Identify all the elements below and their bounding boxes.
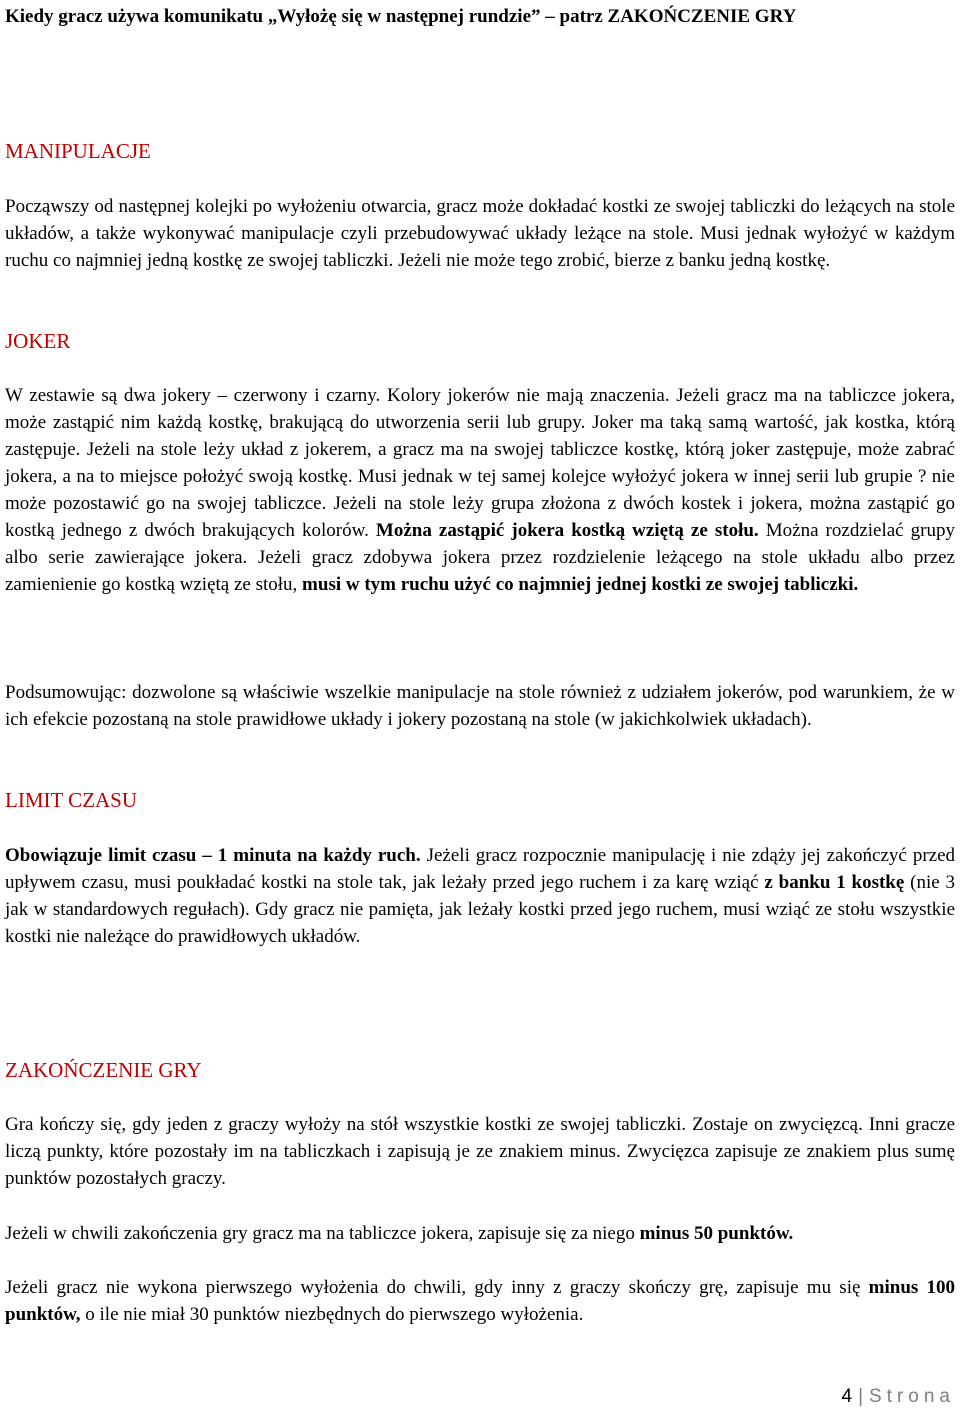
joker-text-a: W zestawie są dwa jokery – czerwony i czarny. Kolory jokerów nie mają znaczenia. Jeżeli gracz ma na tabliczce jokera, może zastąpić nim każdą kostkę, brakującą do utworzenia serii lub grupy. Joker ma taką samą wartość, jak kostka, którą zastępuje. Jeżeli na stole leży układ z jokerem, a gracz ma na swojej tabliczce kostkę, którą joker zastępuje, może zabrać jokera, a na to miejsce położyć swoją kostkę. Musi jednak w tej samej kolejce wyłożyć jokera w innej serii lub grupie ? nie może pozostawić go na swojej tabliczce. Jeżeli na stole leży grupa złożona z dwóch kostek i jokera, można zastąpić go kostką jednego z dwóch brakujących kolorów.	[5, 385, 955, 541]
limit-paragraph	[5, 842, 955, 950]
limit-text-a-bold: Obowiązuje limit czasu – 1 minuta na każdy ruch.	[5, 845, 421, 866]
limit-text-c-bold: z banku 1 kostkę	[764, 872, 905, 893]
joker-penalty-text: Jeżeli w chwili zakończenia gry gracz ma na tabliczce jokera, zapisuje się za niego	[5, 1223, 640, 1244]
zakonczenie-paragraph-3	[5, 1274, 955, 1328]
heading-joker: JOKER	[5, 329, 71, 353]
zakonczenie-paragraph-2	[5, 1220, 955, 1247]
joker-text-b-bold: Można zastąpić jokera kostką wziętą ze stołu.	[375, 520, 759, 541]
joker-text-c: Można rozdzielać grupy albo serie zawierające jokera. Jeżeli gracz zdobywa jokera przez rozdzielenie leżącego na stole układu albo przez zamienienie go kostką wziętą ze stołu,	[5, 520, 956, 595]
joker-penalty-bold: minus 50 punktów.	[639, 1223, 794, 1244]
limit-text-b: Jeżeli gracz rozpocznie manipulację i nie zdąży jej zakończyć przed upływem czasu, musi poukładać kostki na stole tak, jak leżały przed jego ruchem i za karę wziąć	[5, 845, 956, 893]
zakonczenie-paragraph-1: Gra kończy się, gdy jeden z graczy wyłoży na stół wszystkie kostki ze swojej tabliczki. Zostaje on zwycięzcą. Inni gracze liczą punkty, które pozostały im na tabliczkach i zapisują je ze znakiem minus. Zwycięzca zapisuje ze znakiem plus sumę punktów pozostałych graczy.	[5, 1114, 955, 1189]
joker-paragraph	[5, 382, 955, 598]
heading-zakonczenie-gry: ZAKOŃCZENIE GRY	[5, 1058, 202, 1082]
limit-text-d: (nie 3 jak w standardowych regułach). Gdy gracz nie pamięta, jak leżały kostki przed jego ruchem, musi wziąć ze stołu wszystkie kostki nie należące do prawidłowych układów.	[5, 872, 955, 947]
intro-text: Kiedy gracz używa komunikatu „Wyłożę się w następnej rundzie” – patrz ZAKOŃCZENIE GRY	[5, 6, 797, 27]
page-footer	[842, 1384, 956, 1410]
heading-limit-czasu: LIMIT CZASU	[5, 788, 138, 812]
no-meld-text-c: o ile nie miał 30 punktów niezbędnych do pierwszego wyłożenia.	[80, 1304, 584, 1325]
page-number: 4	[841, 1386, 853, 1407]
no-meld-penalty-bold: minus 100 punktów,	[5, 1277, 955, 1325]
intro-paragraph	[5, 3, 955, 30]
footer-separator: |	[858, 1386, 864, 1407]
no-meld-text-a: Jeżeli gracz nie wykona pierwszego wyłożenia do chwili, gdy inny z graczy skończy grę, zapisuje mu się	[5, 1277, 869, 1298]
manipulacje-paragraph: Począwszy od następnej kolejki po wyłożeniu otwarcia, gracz może dokładać kostki ze swojej tabliczki do leżących na stole układów, a także wykonywać manipulacje czyli przebudowywać układy leżące na stole. Musi jednak wyłożyć w każdym ruchu co najmniej jedną kostkę ze swojej tabliczki. Jeżeli nie może tego zrobić, bierze z banku jedną kostkę.	[5, 196, 955, 271]
summary-paragraph: Podsumowując: dozwolone są właściwie wszelkie manipulacje na stole również z udziałem jokerów, pod warunkiem, że w ich efekcie pozostaną na stole prawidłowe układy i jokery pozostaną na stole (w jakichkolwiek układach).	[5, 682, 955, 730]
joker-text-d-bold: musi w tym ruchu użyć co najmniej jednej kostki ze swojej tabliczki.	[302, 574, 859, 595]
footer-strona-label: Strona	[869, 1386, 955, 1407]
heading-manipulacje: MANIPULACJE	[5, 139, 151, 163]
